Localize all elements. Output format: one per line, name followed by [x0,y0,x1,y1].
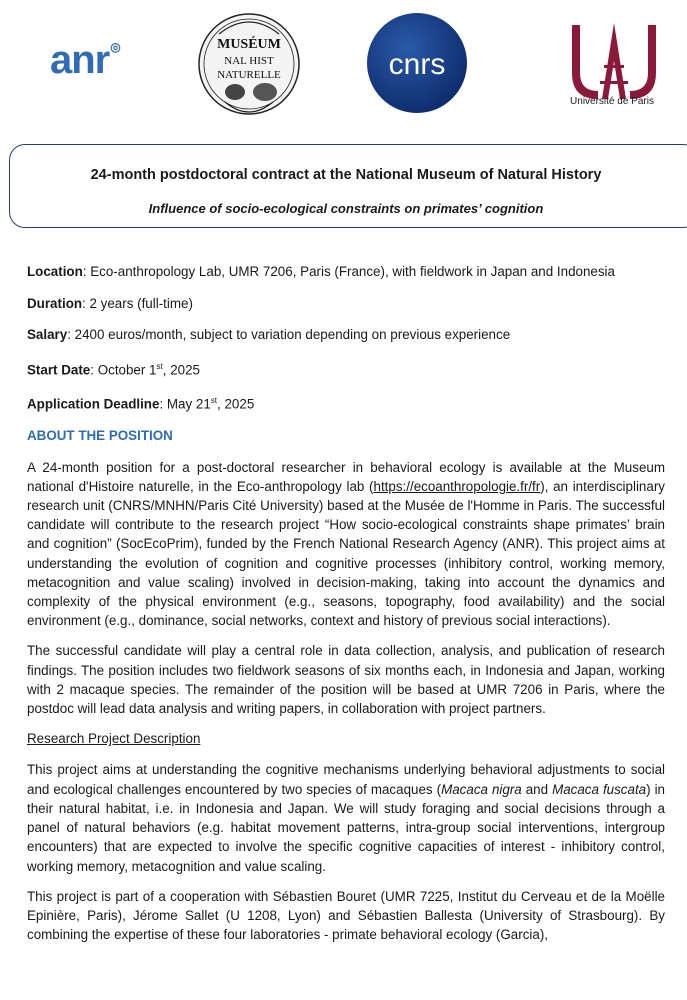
museum-logo-line1: MUSÉUM [217,37,281,52]
research-p1-and: and [521,781,553,797]
page-title: 24-month postdoctoral contract at the National Museum of Natural History [90,167,602,183]
museum-logo-line2: NAL HIST [224,55,274,67]
location-value: : Eco-anthropology Lab, UMR 7206, Paris (France), with fieldwork in Japan and Indonesia [82,264,615,279]
about-p1-start: A 24-month position for a post-doctoral researcher in behavioral ecology is available at the Museum national d'Histoire naturelle, in the Eco-anthropology lab ( [27,459,665,494]
universite-paris-label: Université de Paris [570,96,654,107]
cnrs-logo-text: cnrs [388,48,446,81]
salary-label: Salary [27,327,68,342]
anr-logo [50,38,119,83]
start-date-value: : October 1 [90,361,157,377]
museum-logo [197,6,301,124]
about-heading: ABOUT THE POSITION [27,428,173,444]
about-paragraph-1 [27,458,665,631]
museum-logo-line3: NATURELLE [217,69,281,81]
location-label: Location [27,264,83,279]
duration-value: : 2 years (full-time) [82,295,193,311]
title-box [9,144,687,228]
anr-logo-text: anr [50,38,110,82]
location-field [27,262,665,281]
anr-logo-mark: ◎ [110,40,120,54]
deadline-label: Application Deadline [27,396,160,412]
research-p1-rest: ) in their natural habitat, i.e. in Indonesia and Japan. We will study foraging and social decisions through a panel of natural behaviors (e.g. habitat movement patterns, intra-group social interventions, intergroup encounters) that are expected to involve the specific cognitive capacities of interest - inhibitory control, working memory, metacognition and value scaling. [27,781,665,874]
document-body [27,262,665,955]
deadline-value: : May 21 [159,396,211,412]
page-subtitle: Influence of socio-ecological constraints on primates’ cognition [148,201,544,216]
research-paragraph-2: This project is part of a cooperation with Sébastien Bouret (UMR 7225, Institut du Cerveau et de la Moëlle Epinière, Paris), Jérome Sallet (U 1208, Lyon) and Sébastien Ballesta (University of Strasbourg). By combining the expertise of these four laboratories - primate behavioral ecology (Garcia), [27,888,665,943]
research-heading: Research Project Description [27,731,201,747]
start-date-field [27,357,665,380]
research-paragraph-1 [27,760,665,875]
ecoanthropologie-link[interactable]: https://ecoanthropologie.fr/fr [373,478,541,494]
logo-banner [0,0,687,140]
start-date-label: Start Date [27,361,91,377]
duration-field [27,294,665,313]
salary-field [27,325,665,344]
research-p1-start: This project aims at understanding the cognitive mechanisms underlying behavioral adjustments to social and ecological challenges encountered by two species of macaques ( [27,762,665,797]
start-date-year: , 2025 [162,361,200,377]
salary-value: : 2400 euros/month, subject to variation depending on previous experience [67,327,511,342]
species-macaca-nigra: Macaca nigra [441,781,522,797]
species-macaca-fuscata: Macaca fuscata [552,781,647,797]
start-date-suffix: st [156,361,163,371]
deadline-field [27,391,665,414]
duration-label: Duration [27,295,83,311]
about-paragraph-2: The successful candidate will play a central role in data collection, analysis, and publication of research findings. The position includes two fieldwork seasons of six months each, in Indonesia and Japan, working with 2 macaque species. The remainder of the position will be based at UMR 7206 in Paris, where the postdoc will lead data analysis and writing papers, in collaboration with project partners. [27,643,665,717]
deadline-year: , 2025 [217,396,255,412]
deadline-suffix: st [210,396,218,406]
about-p1-rest: ), an interdisciplinary research unit (CNRS/MNHN/Paris Cité University) based at the Musée de l'Homme in Paris. The successful candidate will contribute to the research project “How socio-ecological constraints shape primates’ brain and cognition” (SocEcoPrim), funded by the French National Research Agency (ANR). This project aims at understanding the evolution of cognition and cognitive processes (inhibitory control, working memory, metacognition and value scaling) involved in decision-making, taking into account the dynamics and complexity of the physical environment (e.g., seasons, topography, food availability) and the social environment (e.g., dominance, social networks, context and history of previous social interactions). [27,478,665,629]
cnrs-logo [366,12,468,114]
